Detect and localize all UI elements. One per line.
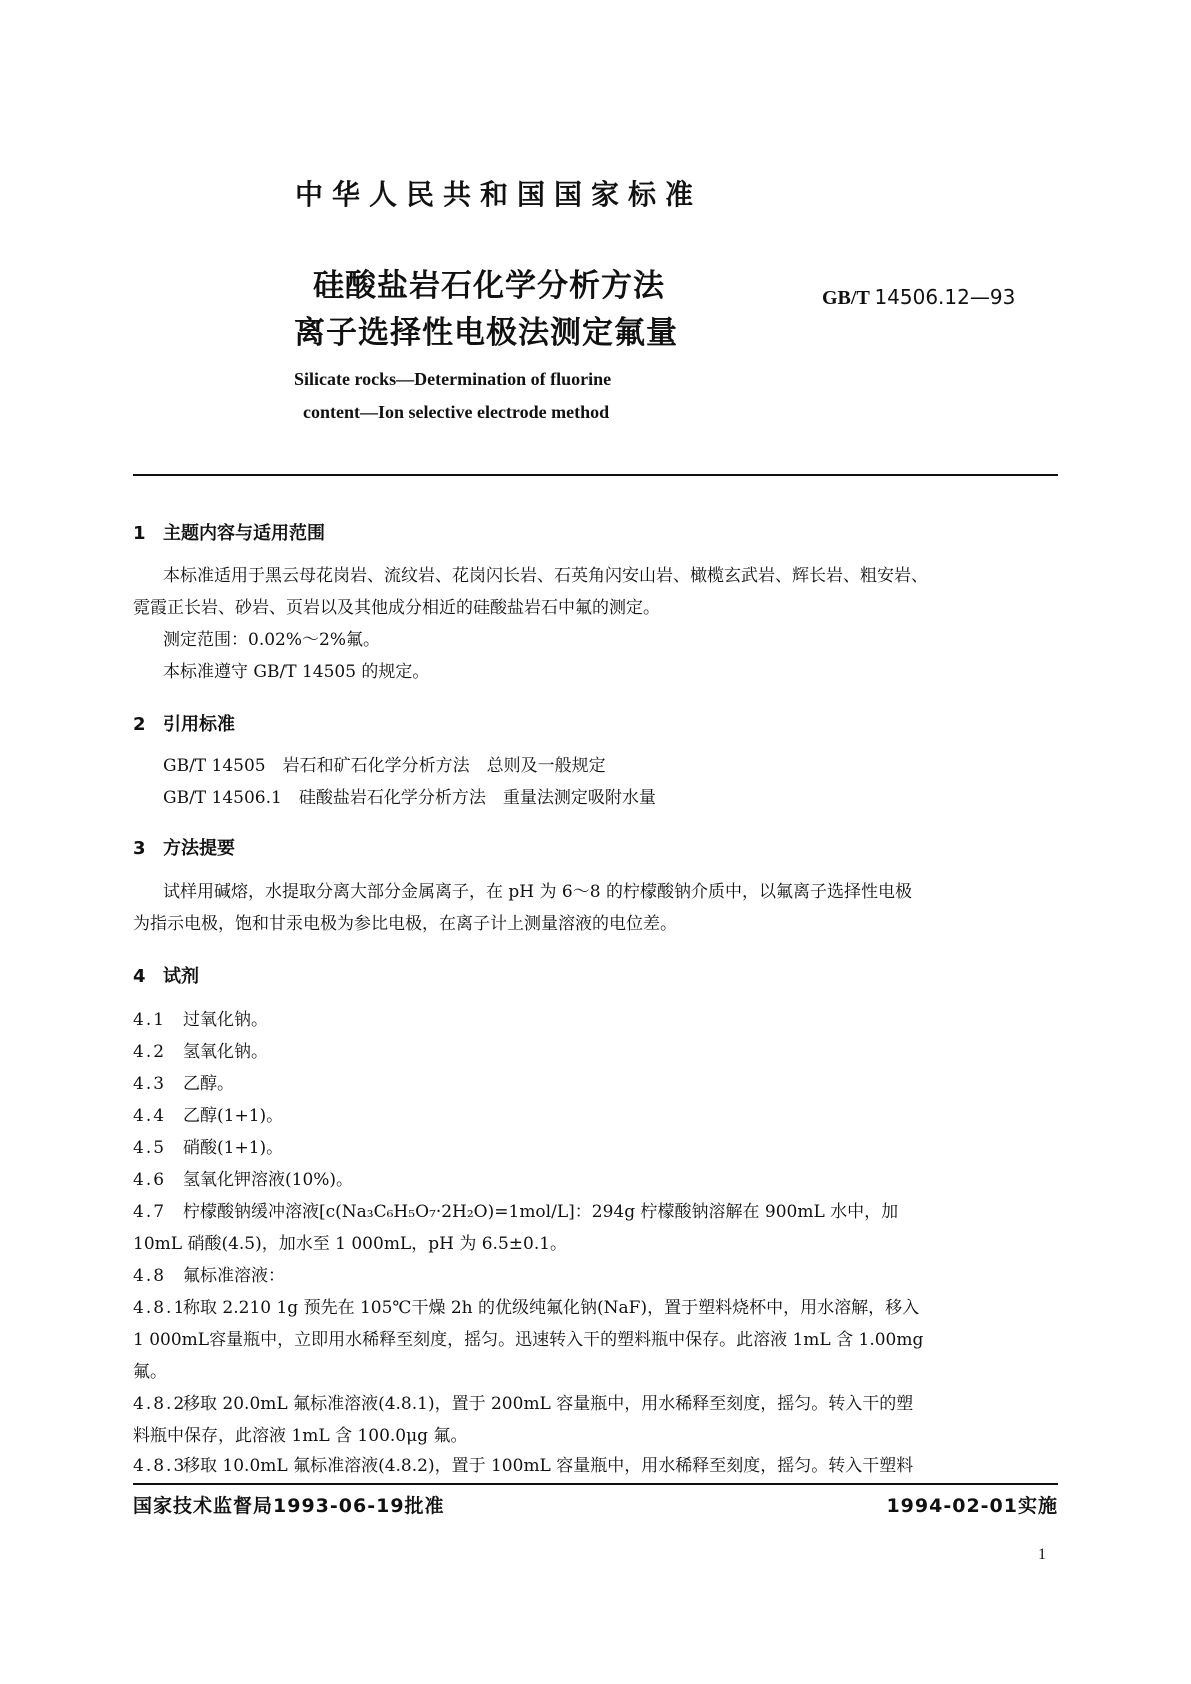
reagent-clause (133, 1196, 1058, 1228)
clause-text: 移取 10.0mL 氟标准溶液(4.8.2)，置于 100mL 容量瓶中，用水稀释至刻度，摇匀。转入干塑料 (183, 1456, 914, 1476)
section-paragraph: 试样用碱熔，水提取分离大部分金属离子，在 pH 为 6～8 的柠檬酸钠介质中，以氟离子选择性电极 (163, 882, 912, 902)
reagent-clause (133, 1164, 1058, 1196)
clause-number: 4.2 (133, 1042, 167, 1062)
clause-text: 柠檬酸钠缓冲溶液[c(Na₃C₆H₅O₇·2H₂O)=1mol/L]：294g 柠檬酸钠溶解在 900mL 水中，加 (183, 1202, 899, 1222)
section-title: 方法提要 (163, 838, 235, 859)
reagent-clause (133, 1260, 1058, 1292)
approval-line: 国家技术监督局1993-06-19批准 (133, 1495, 445, 1517)
clause-text: 乙醇(1+1)。 (183, 1106, 284, 1126)
section-heading (133, 710, 235, 736)
clause-text: 移取 20.0mL 氟标准溶液(4.8.1)，置于 200mL 容量瓶中，用水稀释至刻度，摇匀。转入干的塑 (183, 1394, 914, 1414)
section-heading (133, 834, 235, 860)
section-number: 1 (133, 523, 146, 544)
title-en-line1: Silicate rocks—Determination of fluorine (294, 369, 612, 389)
clause-number: 4.1 (133, 1010, 167, 1030)
clause-continuation: 氟。 (133, 1362, 167, 1382)
standard-number: 14506.12—93 (874, 285, 1016, 309)
section-paragraph: 霓霞正长岩、砂岩、页岩以及其他成分相近的硅酸盐岩石中氟的测定。 (133, 598, 660, 618)
reagent-clause (133, 1388, 1058, 1420)
title-zh-line2: 离子选择性电极法测定氟量 (294, 315, 678, 351)
reagent-clause (133, 1450, 1058, 1482)
clause-continuation: 1 000mL容量瓶中，立即用水稀释至刻度，摇匀。迅速转入干的塑料瓶中保存。此溶液 1mL 含 1.00mg (133, 1330, 924, 1350)
clause-text: 硝酸(1+1)。 (183, 1138, 284, 1158)
clause-number: 4.8 (133, 1266, 167, 1286)
standard-code (822, 285, 1015, 310)
clause-number: 4.8.1 (133, 1298, 187, 1318)
clause-text: 乙醇。 (183, 1074, 234, 1094)
section-paragraph: GB/T 14505 岩石和矿石化学分析方法 总则及一般规定 (163, 756, 606, 776)
reagent-clause (133, 1004, 1058, 1036)
section-title: 主题内容与适用范围 (163, 523, 325, 544)
effective-date-line: 1994-02-01实施 (886, 1495, 1058, 1517)
clause-number: 4.8.3 (133, 1456, 187, 1476)
section-paragraph: 本标准遵守 GB/T 14505 的规定。 (163, 662, 430, 682)
section-paragraph: GB/T 14506.1 硅酸盐岩石化学分析方法 重量法测定吸附水量 (163, 788, 656, 808)
clause-continuation: 10mL 硝酸(4.5)，加水至 1 000mL，pH 为 6.5±0.1。 (133, 1234, 568, 1254)
clause-number: 4.6 (133, 1170, 167, 1190)
reagent-clause (133, 1292, 1058, 1324)
clause-number: 4.3 (133, 1074, 167, 1094)
clause-number: 4.7 (133, 1202, 167, 1222)
clause-continuation: 料瓶中保存，此溶液 1mL 含 100.0μg 氟。 (133, 1426, 468, 1446)
section-heading (133, 519, 325, 545)
section-number: 2 (133, 714, 146, 735)
section-paragraph: 为指示电极，饱和甘汞电极为参比电极，在离子计上测量溶液的电位差。 (133, 914, 677, 934)
national-standard-heading: 中华人民共和国国家标准 (295, 178, 703, 211)
section-number: 3 (133, 838, 146, 859)
section-heading (133, 962, 199, 988)
clause-text: 氟标准溶液： (183, 1266, 285, 1286)
title-en-line2: content—Ion selective electrode method (303, 402, 610, 422)
clause-text: 氢氧化钾溶液(10%)。 (183, 1170, 354, 1190)
section-paragraph: 本标准适用于黑云母花岗岩、流纹岩、花岗闪长岩、石英角闪安山岩、橄榄玄武岩、辉长岩、粗安岩、 (163, 566, 928, 586)
clause-number: 4.4 (133, 1106, 167, 1126)
section-number: 4 (133, 966, 146, 987)
bottom-divider (133, 1483, 1058, 1485)
clause-text: 称取 2.210 1g 预先在 105℃干燥 2h 的优级纯氟化钠(NaF)，置于塑料烧杯中，用水溶解，移入 (183, 1298, 920, 1318)
section-paragraph: 测定范围：0.02%～2%氟。 (163, 630, 380, 650)
section-title: 试剂 (163, 966, 199, 987)
clause-number: 4.8.2 (133, 1394, 187, 1414)
page-number: 1 (1038, 1546, 1046, 1563)
clause-text: 氢氧化钠。 (183, 1042, 268, 1062)
clause-number: 4.5 (133, 1138, 167, 1158)
reagent-clause (133, 1132, 1058, 1164)
reagent-clause (133, 1036, 1058, 1068)
top-divider (133, 474, 1058, 476)
reagent-clause (133, 1100, 1058, 1132)
section-title: 引用标准 (163, 714, 235, 735)
title-zh-line1: 硅酸盐岩石化学分析方法 (313, 268, 665, 304)
standard-prefix: GB/T (822, 287, 870, 309)
clause-text: 过氧化钠。 (183, 1010, 268, 1030)
reagent-clause (133, 1068, 1058, 1100)
